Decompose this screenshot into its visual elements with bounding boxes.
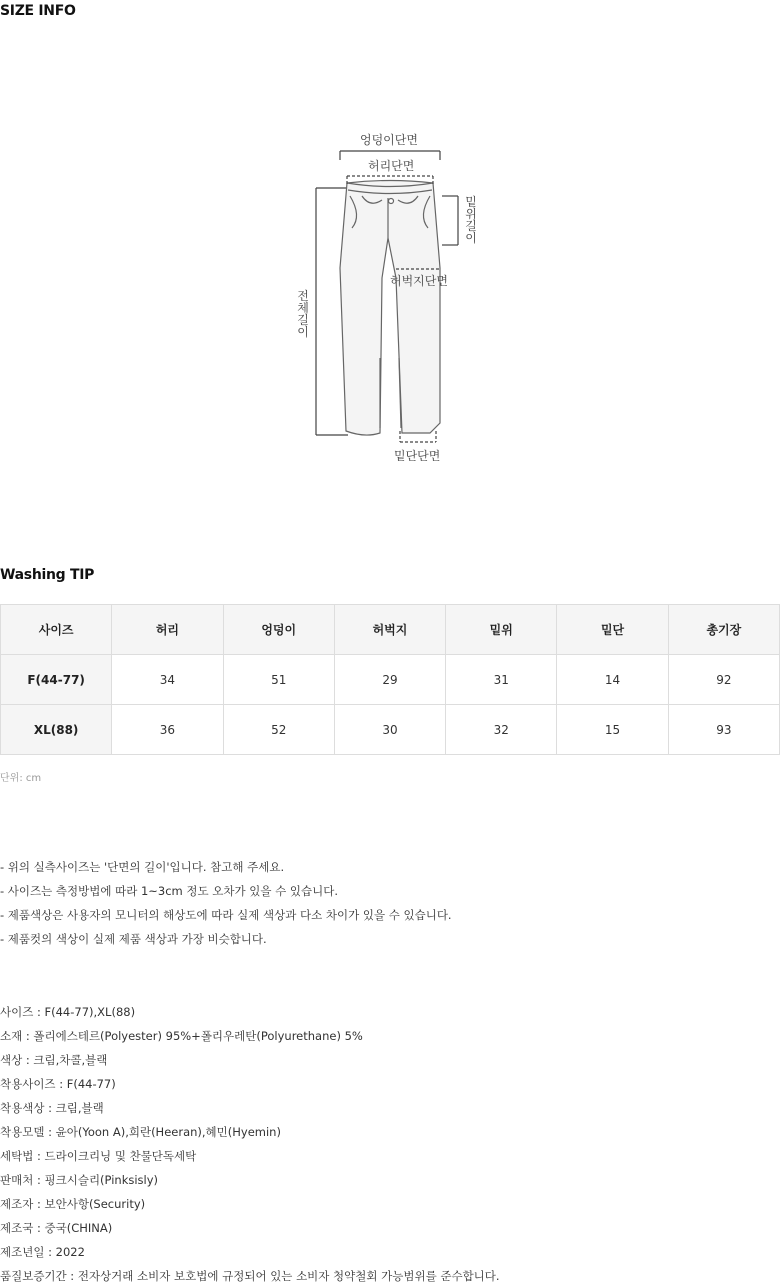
spec-item: 제조년일 : 2022: [0, 1245, 85, 1259]
size-table: [0, 604, 780, 755]
note-item: - 제품컷의 색상이 실제 제품 색상과 가장 비슷합니다.: [0, 932, 267, 946]
table-cell: 36: [112, 705, 223, 755]
spec-item: 판매처 : 핑크시슬리(Pinksisly): [0, 1173, 159, 1187]
spec-item: 제조자 : 보안사항(Security): [0, 1197, 146, 1211]
spec-item: 착용사이즈 : F(44-77): [0, 1077, 116, 1091]
spec-item: 품질보증기간 : 전자상거래 소비자 보호법에 규정되어 있는 소비자 청약철회 가능범위를 준수합니다.: [0, 1269, 500, 1283]
rise-label: 밑위길이: [465, 195, 477, 245]
note-item: - 제품색상은 사용자의 모니터의 해상도에 따라 실제 색상과 다소 차이가 있을 수 있습니다.: [0, 908, 452, 922]
product-specs: [0, 1000, 500, 1288]
note-item: - 위의 실측사이즈는 '단면의 길이'입니다. 참고해 주세요.: [0, 860, 285, 874]
table-header-cell: 엉덩이: [223, 605, 334, 655]
table-row: [1, 705, 780, 755]
unit-note: 단위: cm: [0, 773, 42, 784]
spec-item: 착용모델 : 윤아(Yoon A),희란(Heeran),혜민(Hyemin): [0, 1125, 281, 1139]
table-cell: 15: [557, 705, 668, 755]
table-row-size: F(44-77): [1, 655, 112, 705]
table-cell: 92: [668, 655, 779, 705]
spec-item: 세탁법 : 드라이크리닝 및 찬물단독세탁: [0, 1149, 197, 1163]
table-header-cell: 밑위: [446, 605, 557, 655]
washing-tip-title: Washing TIP: [0, 567, 95, 583]
spec-item: 착용색상 : 크림,블랙: [0, 1101, 104, 1115]
waist-label: 허리단면: [368, 159, 415, 173]
table-cell: 31: [446, 655, 557, 705]
hip-label: 엉덩이단면: [360, 133, 418, 147]
table-header-cell: 총기장: [668, 605, 779, 655]
spec-item: 사이즈 : F(44-77),XL(88): [0, 1005, 136, 1019]
note-item: - 사이즈는 측정방법에 따라 1~3cm 정도 오차가 있을 수 있습니다.: [0, 884, 339, 898]
table-header-cell: 허리: [112, 605, 223, 655]
spec-item: 색상 : 크림,차콜,블랙: [0, 1053, 108, 1067]
table-header-cell: 사이즈: [1, 605, 112, 655]
table-cell: 30: [334, 705, 445, 755]
table-cell: 32: [446, 705, 557, 755]
table-cell: 51: [223, 655, 334, 705]
thigh-label: 허벅지단면: [390, 274, 448, 288]
pants-outline-illustration: [290, 128, 470, 468]
table-row-size: XL(88): [1, 705, 112, 755]
table-cell: 34: [112, 655, 223, 705]
notes-list: [0, 855, 452, 951]
table-cell: 29: [334, 655, 445, 705]
hem-label: 밑단단면: [394, 449, 441, 463]
table-cell: 14: [557, 655, 668, 705]
pants-size-diagram: [290, 128, 477, 468]
table-cell: 93: [668, 705, 779, 755]
size-info-title: SIZE INFO: [0, 3, 76, 19]
table-header-cell: 허벅지: [334, 605, 445, 655]
table-row: [1, 655, 780, 705]
spec-item: 제조국 : 중국(CHINA): [0, 1221, 113, 1235]
table-header-cell: 밑단: [557, 605, 668, 655]
table-header-row: [1, 605, 780, 655]
table-cell: 52: [223, 705, 334, 755]
total-length-label: 전체길이: [297, 289, 309, 339]
spec-item: 소재 : 폴리에스테르(Polyester) 95%+폴리우레탄(Polyurethane) 5%: [0, 1029, 363, 1043]
